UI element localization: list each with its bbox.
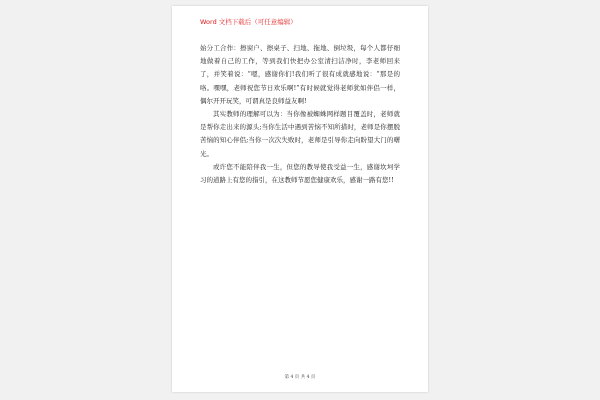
document-page: [172, 6, 428, 392]
page-number-footer: 第 4 页 共 4 页: [284, 375, 316, 380]
paragraph-2: 其实教师的理解可以为：当你像被蜘蛛网样题目覆盖时，老师就是帮你走出来的源头;当你生活中遇到苦恼不知所措时，老师是你摆脱苦恼的知心伴侣;当你一次次失败时，老师是引导你走向盼望大门的曙光。: [200, 110, 400, 158]
paragraph-3: 或许您不能陪伴我一生，但您的教导使我受益一生，感谢坎坷学习的道路上有您的指引，在这教师节愿您健康欢乐，感谢一路有您!!: [200, 162, 400, 185]
paragraph-1: 始分工合作：擦窗户、擦桌子、扫地、拖地、倒垃圾，每个人都仔细地做着自己的工作，等到我们快把办公室清扫洁净时，李老师回来了，并笑着说：“嗯，感谢你们!我们听了很有成就感地说：“那是的咯。嘿嘿，老师祝您节日欢乐啊!”有时候就觉得老师犹如伴侣一样，偶尔开开玩笑，可谓真是良师益友啊!: [200, 44, 400, 105]
document-body: [200, 42, 400, 187]
download-watermark: Word 文档下载后（可任意编辑）: [200, 18, 297, 26]
